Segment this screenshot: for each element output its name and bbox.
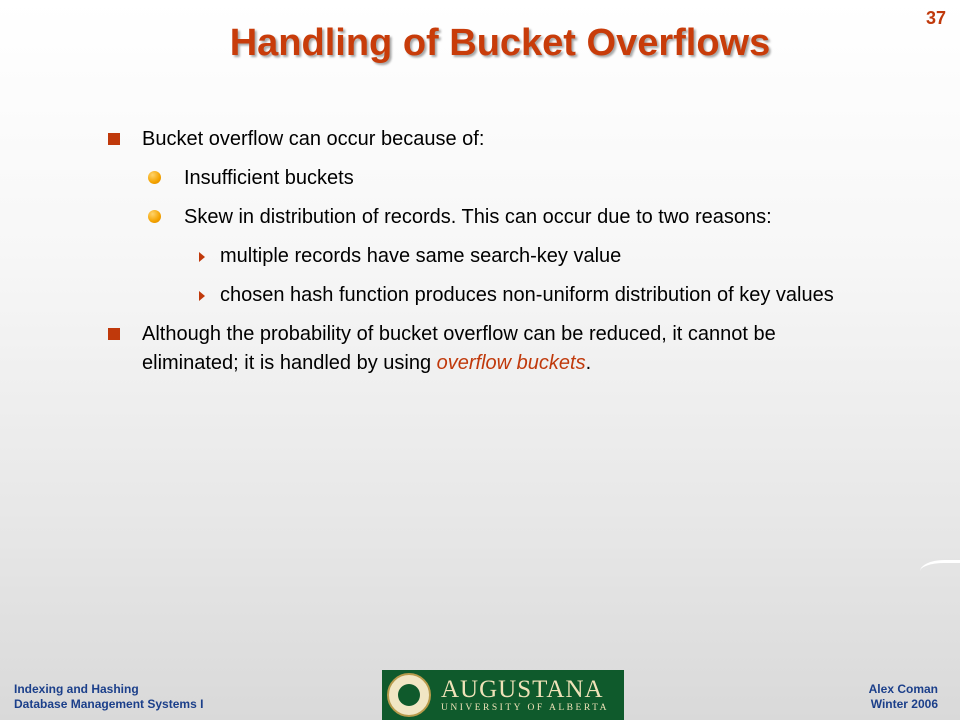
footer-course-topic: Indexing and Hashing: [14, 682, 139, 696]
bullet-1-1: [108, 164, 848, 193]
augustana-logo: [382, 670, 624, 720]
circle-bullet-icon: [148, 210, 161, 223]
square-bullet-icon: [108, 133, 120, 145]
footer-right: [869, 682, 938, 712]
slide-number: 37: [925, 8, 946, 28]
footer-author: Alex Coman: [868, 682, 938, 696]
bullet-1-2: [108, 203, 848, 232]
triangle-bullet-icon: [199, 291, 205, 301]
bullet-1-2-1: [108, 242, 848, 271]
footer-left: [14, 682, 203, 712]
logo-main-text: AUGUSTANA: [441, 676, 604, 703]
bullet-1: [108, 125, 848, 154]
decorative-curve: [920, 560, 960, 579]
square-bullet-icon: [108, 328, 120, 340]
circle-bullet-icon: [148, 171, 161, 184]
slide-title: Handling of Bucket Overflows: [229, 22, 771, 64]
bullet-1-2-2-text: chosen hash function produces non-uniform distribution of key values: [220, 284, 834, 306]
bullet-2-prefix: Although the probability of bucket overflow can be reduced, it cannot be eliminated; it is handled by using: [142, 323, 776, 374]
bullet-1-1-text: Insufficient buckets: [184, 167, 354, 189]
bullet-1-2-1-text: multiple records have same search-key value: [220, 245, 622, 267]
slide-content: [108, 125, 848, 388]
bullet-2-suffix: .: [585, 352, 592, 374]
bullet-1-2-2: [108, 281, 848, 310]
bullet-2-text: [142, 323, 776, 374]
bullet-1-2-text: Skew in distribution of records. This can occur due to two reasons:: [184, 206, 772, 228]
footer-term: Winter 2006: [870, 697, 938, 711]
bullet-2-emphasis: overflow buckets: [436, 352, 586, 374]
university-seal-icon: [387, 673, 431, 717]
footer-course-name: Database Management Systems I: [14, 697, 204, 711]
triangle-bullet-icon: [199, 252, 205, 262]
logo-text: [441, 677, 609, 713]
logo-sub-text: UNIVERSITY OF ALBERTA: [441, 703, 609, 713]
bullet-1-text: Bucket overflow can occur because of:: [142, 128, 485, 150]
bullet-2: [108, 320, 848, 378]
